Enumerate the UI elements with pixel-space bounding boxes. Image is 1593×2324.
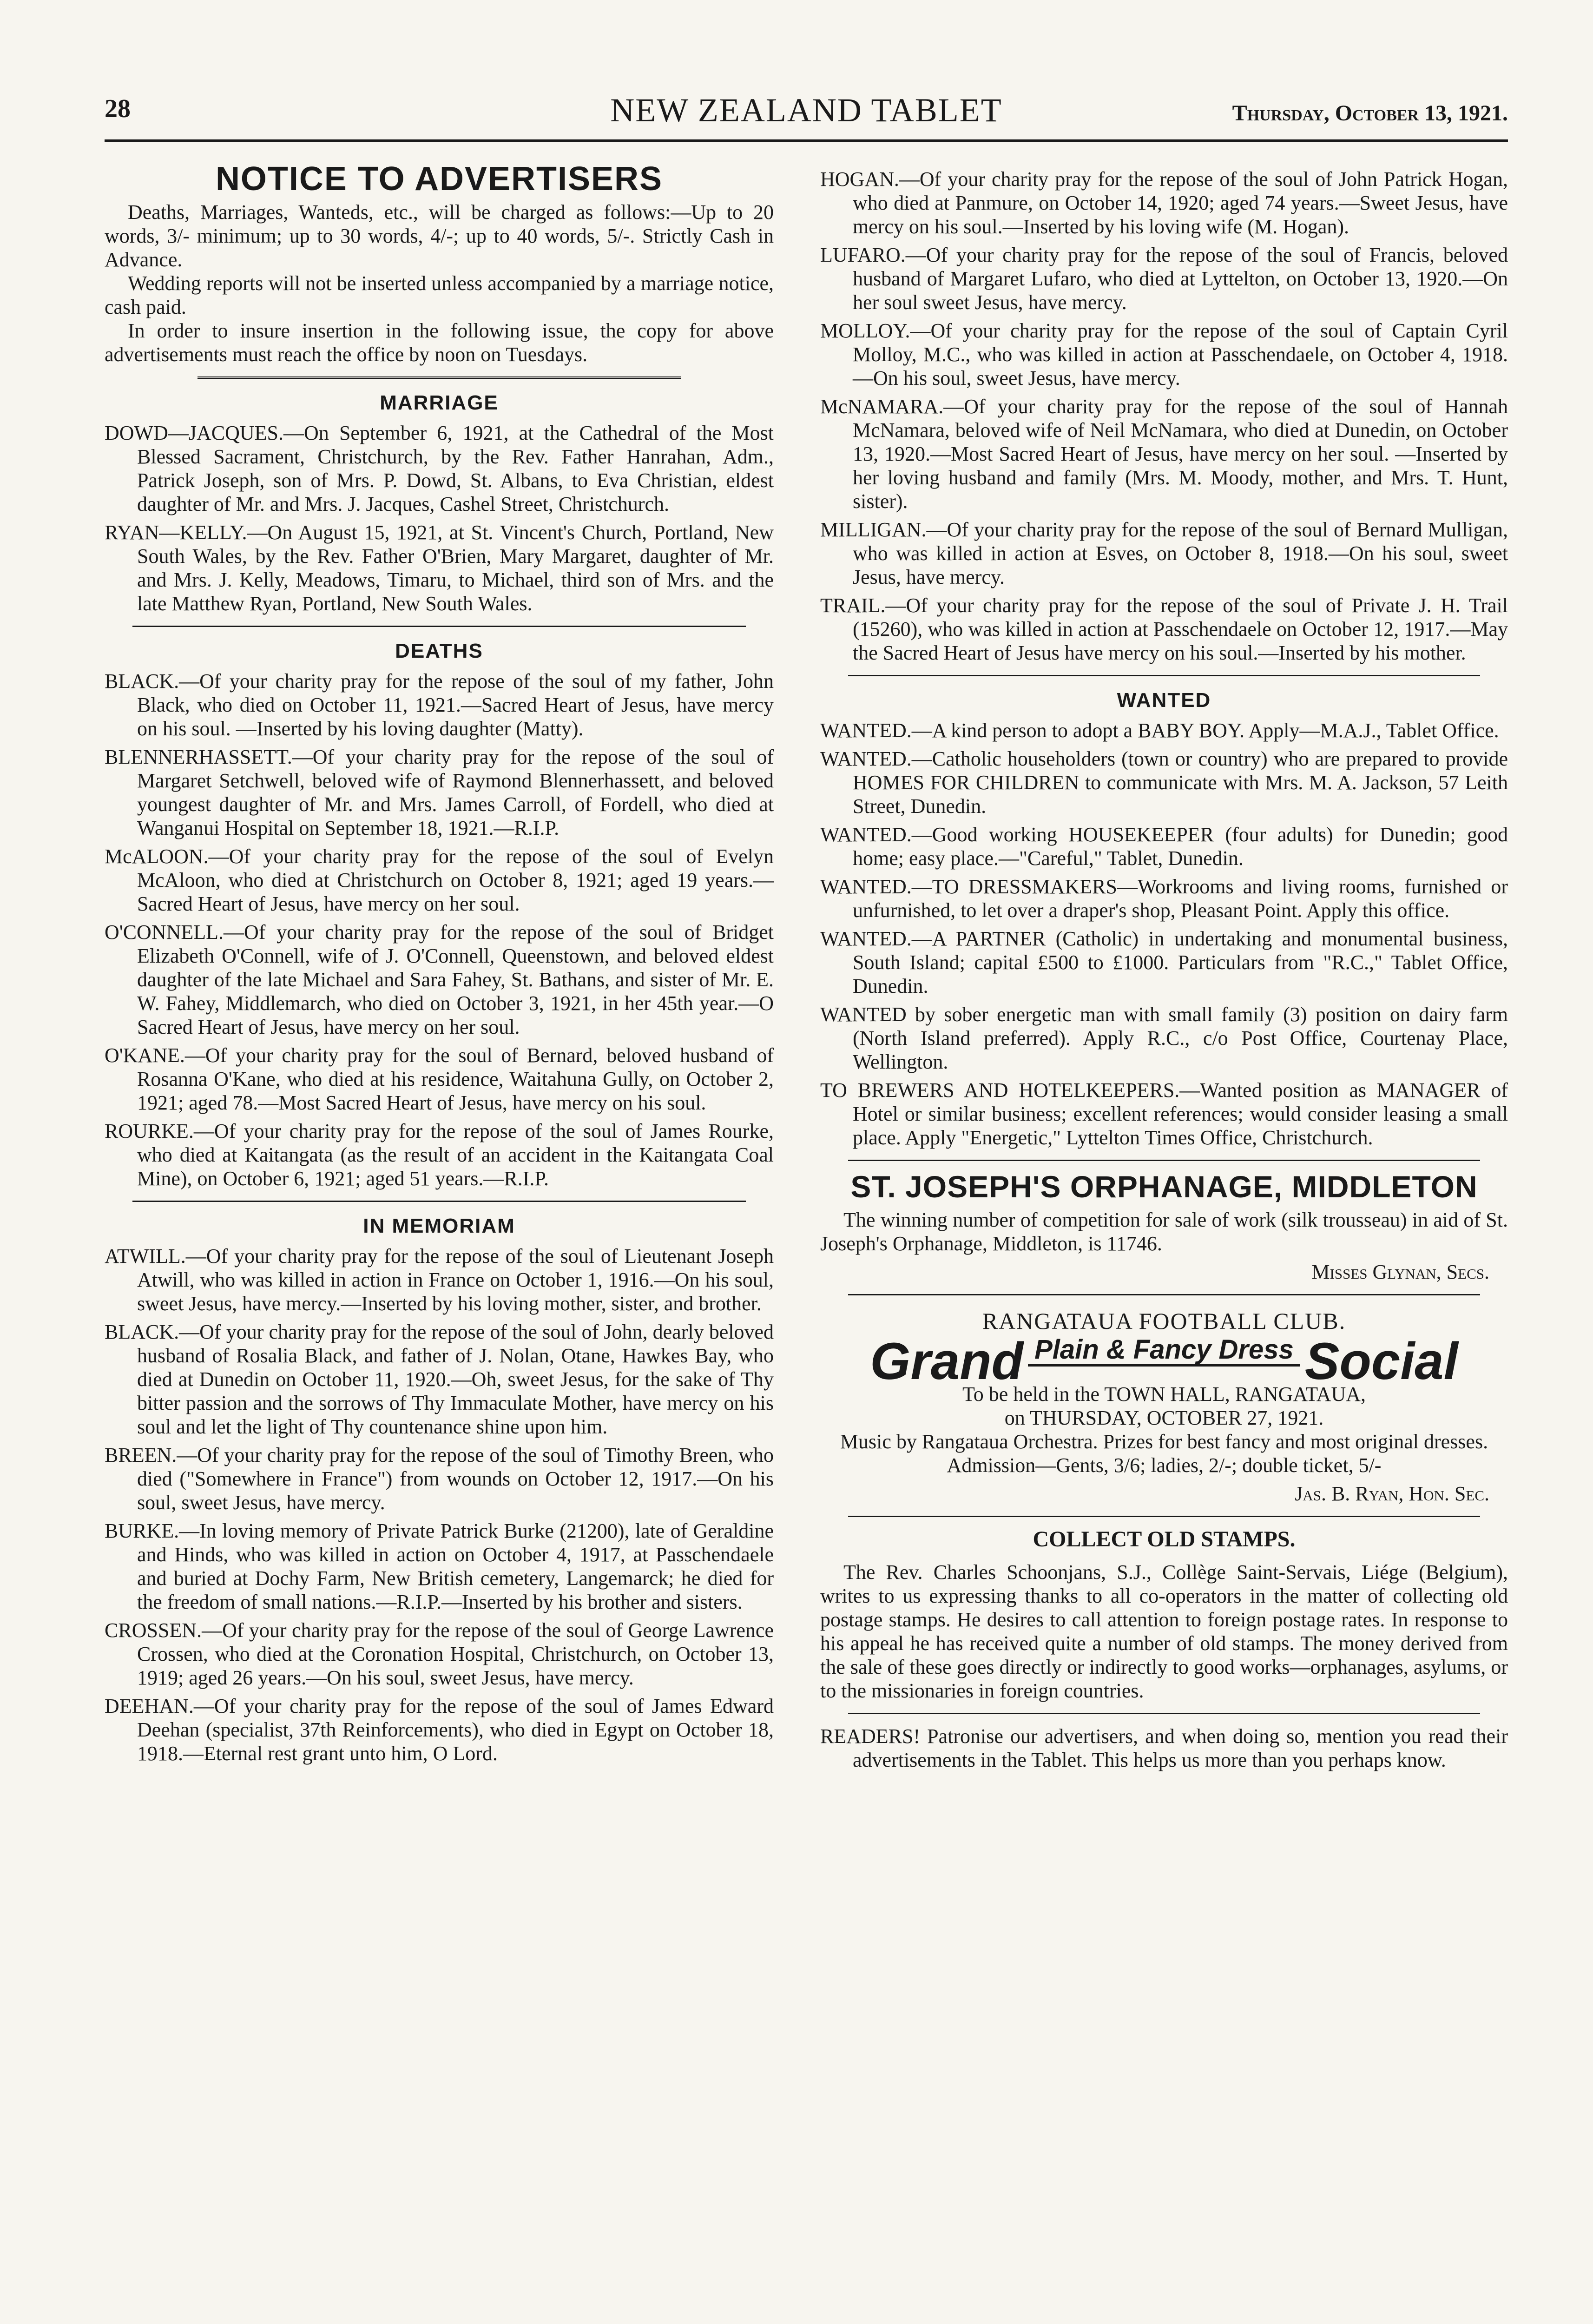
social-banner (820, 1332, 1508, 1390)
social-venue: To be held in the TOWN HALL, RANGATAUA, (962, 1383, 1366, 1406)
memoriam-entry: BURKE.—In loving memory of Private Patrick Burke (21200), late of Geraldine and Hinds, who was killed in action on October 4, 1917, at Passchendaele and buried at Dochy Farm, New British cemetery, Langemarck; he died for the freedom of small nations.—R.I.P.—Inserted by his brother and sisters. (105, 1519, 774, 1613)
orphanage-signature: Misses Glynan, Secs. (1311, 1261, 1489, 1283)
social-date: on THURSDAY, OCTOBER 27, 1921. (1004, 1406, 1324, 1429)
marriage-heading: MARRIAGE (380, 391, 499, 414)
masthead (105, 88, 1508, 142)
divider (848, 675, 1480, 676)
stamps-title: COLLECT OLD STAMPS. (1033, 1527, 1296, 1552)
divider (132, 626, 746, 627)
wanted-entry: WANTED.—TO DRESSMAKERS—Workrooms and living rooms, furnished or unfurnished, to let over a draper's shop, Pleasant Point. Apply this office. (820, 875, 1508, 922)
notice-deadline: In order to insure insertion in the following issue, the copy for above advertisements must reach the office by noon on Tuesdays. (105, 319, 774, 366)
notice-title: NOTICE TO ADVERTISERS (215, 160, 663, 198)
right-column (820, 167, 1508, 1776)
divider (848, 1713, 1480, 1714)
notice-wedding: Wedding reports will not be inserted unless accompanied by a marriage notice, cash paid. (105, 272, 774, 318)
death-entry: O'KANE.—Of your charity pray for the soul of Bernard, beloved husband of Rosanna O'Kane, who died at his residence, Waitahuna Gully, on October 2, 1921; aged 78.—Most Sacred Heart of Jesus, have mercy on his soul. (105, 1044, 774, 1114)
memoriam-entry: CROSSEN.—Of your charity pray for the repose of the soul of George Lawrence Crossen, who died at the Coronation Hospital, Christchurch, on October 13, 1919; aged 26 years.—On his soul, sweet Jesus, have mercy. (105, 1619, 774, 1689)
death-entry: HOGAN.—Of your charity pray for the repose of the soul of John Patrick Hogan, who died at Panmure, on October 14, 1920; aged 74 years.—Sweet Jesus, have mercy on his soul.—Inserted by his loving wife (M. Hogan). (820, 168, 1508, 238)
wanted-heading: WANTED (1117, 689, 1211, 712)
wanted-entry: WANTED.—A PARTNER (Catholic) in undertaking and monumental business, South Island; capital £500 to £1000. Particulars from "R.C.," Tablet Office, Dunedin. (820, 927, 1508, 997)
plain-fancy-dress: Plain & Fancy Dress (1028, 1338, 1300, 1367)
deaths-heading: DEATHS (395, 640, 483, 662)
death-entry: BLACK.—Of your charity pray for the repose of the soul of my father, John Black, who died on October 11, 1921.—Sacred Heart of Jesus, have mercy on his soul. —Inserted by his loving daughter (Matty). (105, 670, 774, 740)
page-number: 28 (105, 94, 131, 123)
death-entry: MILLIGAN.—Of your charity pray for the repose of the soul of Bernard Mulligan, who was killed in action at Esves, on October 8, 1918.—On his soul, sweet Jesus, have mercy. (820, 518, 1508, 588)
death-entry: TRAIL.—Of your charity pray for the repose of the soul of Private J. H. Trail (15260), who was killed in action at Passchendaele on October 12, 1917.—May the Sacred Heart of Jesus have mercy on his soul.—Inserted by his mother. (820, 594, 1508, 664)
issue-date: Thursday, October 13, 1921. (1232, 101, 1508, 125)
divider (132, 1201, 746, 1202)
memoriam-entry: BLACK.—Of your charity pray for the repose of the soul of John, dearly beloved husband of Rosalia Black, and father of J. Nolan, Otane, Hawkes Bay, who died at Dunedin on October 11, 1920.—Oh, sweet Jesus, for the sake of Thy bitter passion and the sorrows of Thy Immaculate Mother, have mercy on his soul and let the light of Thy countenance shine upon him. (105, 1320, 774, 1438)
left-column (105, 160, 774, 1770)
newspaper-page (105, 88, 1508, 2324)
wanted-entry: WANTED.—Catholic householders (town or country) who are prepared to provide HOMES FOR CHILDREN to communicate with Mrs. M. A. Jackson, 57 Leith Street, Dunedin. (820, 747, 1508, 818)
social-signature: Jas. B. Ryan, Hon. Sec. (1295, 1482, 1489, 1505)
marriage-entry: DOWD—JACQUES.—On September 6, 1921, at the Cathedral of the Most Blessed Sacrament, Christchurch, by the Rev. Father Hanrahan, Adm., Patrick Joseph, son of Mrs. P. Dowd, St. Albans, to Eva Christian, eldest daughter of Mr. and Mrs. J. Jacques, Cashel Street, Christchurch. (105, 422, 774, 515)
death-entry: MOLLOY.—Of your charity pray for the repose of the soul of Captain Cyril Molloy, M.C., who was killed in action at Passchendaele, on October 4, 1918.—On his soul, sweet Jesus, have mercy. (820, 319, 1508, 390)
divider (848, 1516, 1480, 1517)
orphanage-title: ST. JOSEPH'S ORPHANAGE, MIDDLETON (850, 1169, 1478, 1204)
stamps-body: The Rev. Charles Schoonjans, S.J., Collège Saint-Servais, Liége (Belgium), writes to us expressing thanks to all co-operators in the matter of collecting old postage stamps. He desires to call attention to foreign postage rates. In response to his appeal he has received quite a number of old stamps. The money derived from the sale of these goes directly or indirectly to good works—orphanages, asylums, or to the missionaries in foreign countries. (820, 1561, 1508, 1702)
publication-title: NEW ZEALAND TABLET (610, 92, 1002, 129)
wanted-entry: WANTED.—A kind person to adopt a BABY BOY. Apply—M.A.J., Tablet Office. (820, 719, 1499, 742)
club-name: RANGATAUA FOOTBALL CLUB. (982, 1308, 1346, 1334)
marriage-entry: RYAN—KELLY.—On August 15, 1921, at St. Vincent's Church, Portland, New South Wales, by the Rev. Father O'Brien, Mary Margaret, daughter of Mr. and Mrs. J. Kelly, Meadows, Timaru, to Michael, third son of Mrs. and the late Matthew Ryan, Portland, New South Wales. (105, 521, 774, 615)
divider (848, 1160, 1480, 1161)
memoriam-entry: BREEN.—Of your charity pray for the repose of the soul of Timothy Breen, who died ("Somewhere in France") from wounds on October 12, 1917.—On his soul, sweet Jesus, have mercy. (105, 1444, 774, 1514)
social-admission: Admission—Gents, 3/6; ladies, 2/-; double ticket, 5/- (947, 1454, 1382, 1477)
wanted-entry: WANTED.—Good working HOUSEKEEPER (four adults) for Dunedin; good home; easy place.—"Careful," Tablet, Dunedin. (820, 823, 1508, 870)
death-entry: BLENNERHASSETT.—Of your charity pray for the repose of the soul of Margaret Setchwell, beloved wife of Raymond Blennerhassett, and beloved youngest daughter of Mr. and Mrs. James Carroll, of Fordell, who died at Wanganui Hospital on September 18, 1921.—R.I.P. (105, 746, 774, 839)
memoriam-heading: IN MEMORIAM (363, 1215, 515, 1237)
orphanage-body: The winning number of competition for sale of work (silk trousseau) in aid of St. Joseph's Orphanage, Middleton, is 11746. (820, 1208, 1508, 1255)
death-entry: ROURKE.—Of your charity pray for the repose of the soul of James Rourke, who died at Kaitangata (as the result of an accident in the Kaitangata Coal Mine), on October 6, 1921; aged 51 years.—R.I.P. (105, 1120, 774, 1190)
social-music: Music by Rangataua Orchestra. Prizes for best fancy and most original dresses. (840, 1430, 1488, 1453)
grand-word: Grand (870, 1332, 1024, 1390)
wanted-entry: TO BREWERS AND HOTELKEEPERS.—Wanted position as MANAGER of Hotel or similar business; excellent references; would consider leasing a small place. Apply "Energetic," Lyttelton Times Office, Christchurch. (820, 1079, 1508, 1149)
divider (848, 1294, 1480, 1295)
divider (197, 376, 681, 379)
death-entry: McALOON.—Of your charity pray for the repose of the soul of Evelyn McAloon, who died at Christchurch on October 8, 1921; aged 19 years.—Sacred Heart of Jesus, have mercy on her soul. (105, 845, 774, 915)
death-entry: McNAMARA.—Of your charity pray for the repose of the soul of Hannah McNamara, beloved wife of Neil McNamara, who died at Dunedin, on October 13, 1920.—Most Sacred Heart of Jesus, have mercy on her soul. —Inserted by her loving husband and family (Mrs. M. Moody, mother, and Mrs. T. Hunt, sister). (820, 395, 1508, 513)
death-entry: O'CONNELL.—Of your charity pray for the repose of the soul of Bridget Elizabeth O'Connell, wife of J. O'Connell, Queenstown, and beloved eldest daughter of the late Michael and Sara Fahey, St. Bathans, and sister of Mr. E. W. Fahey, Middlemarch, who died on October 3, 1921, in her 45th year.—O Sacred Heart of Jesus, have mercy on her soul. (105, 921, 774, 1038)
memoriam-entry: DEEHAN.—Of your charity pray for the repose of the soul of James Edward Deehan (specialist, 37th Reinforcements), who died in Egypt on October 18, 1918.—Eternal rest grant unto him, O Lord. (105, 1695, 774, 1765)
death-entry: LUFARO.—Of your charity pray for the repose of the soul of Francis, beloved husband of Margaret Lufaro, who died at Lyttelton, on October 13, 1920.—On her soul sweet Jesus, have mercy. (820, 244, 1508, 314)
wanted-entry: WANTED by sober energetic man with small family (3) position on dairy farm (North Island preferred). Apply R.C., c/o Post Office, Courtenay Place, Wellington. (820, 1003, 1508, 1073)
memoriam-entry: ATWILL.—Of your charity pray for the repose of the soul of Lieutenant Joseph Atwill, who was killed in action in France on October 1, 1916.—On his soul, sweet Jesus, have mercy.—Inserted by his loving mother, sister, and brother. (105, 1245, 774, 1315)
social-word: Social (1304, 1332, 1458, 1390)
notice-rates: Deaths, Marriages, Wanteds, etc., will be charged as follows:—Up to 20 words, 3/- minimum; up to 30 words, 4/-; up to 40 words, 5/-. Strictly Cash in Advance. (105, 201, 774, 271)
readers-notice: READERS! Patronise our advertisers, and when doing so, mention you read their advertisements in the Tablet. This helps us more than you perhaps know. (820, 1725, 1508, 1771)
